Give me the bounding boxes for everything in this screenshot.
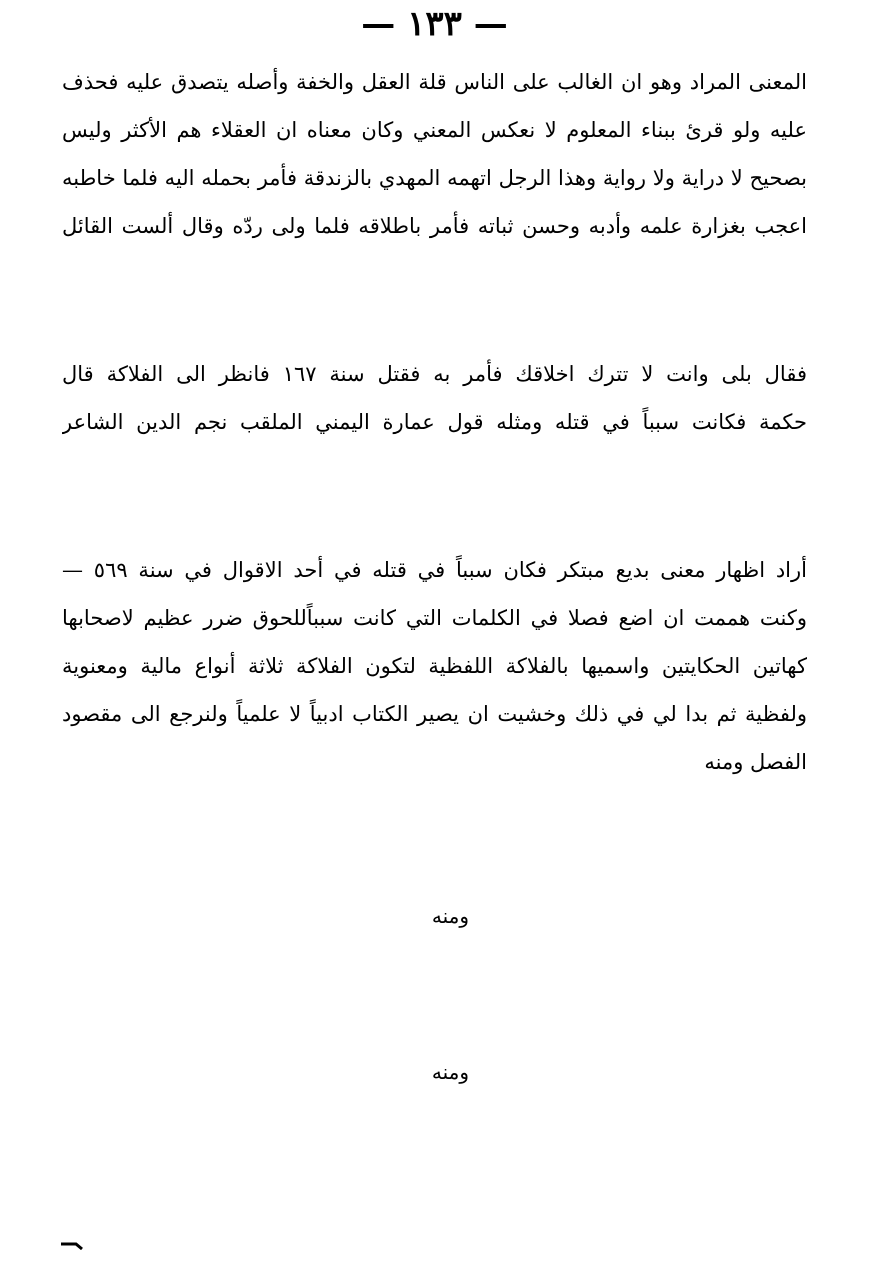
section-label: ومنه [431, 904, 469, 928]
section-label: ومنه [431, 1060, 469, 1084]
prose-line: كهاتين الحكايتين واسميها بالفلاكة اللفظية لتكون الفلاكة ثلاثة أنواع مالية ومعنوية [62, 654, 807, 678]
prose-line: حكمة فكانت سبباً في قتله ومثله قول عمارة اليمني الملقب نجم الدين الشاعر [62, 410, 807, 434]
prose-line: فقال بلى وانت لا تترك اخلاقك فأمر به فقتل سنة ١٦٧ فانظر الى الفلاكة قال [62, 362, 807, 386]
prose-line: المعنى المراد وهو ان الغالب على الناس قلة العقل والخفة وأصله يتصدق عليه فحذف [62, 70, 807, 94]
page-number: — ١٣٣ — [361, 4, 508, 44]
prose-line: وكنت هممت ان اضع فصلا في الكلمات التي كانت سبباًللحوق ضرر عظيم لاصحابها [62, 606, 807, 630]
catchword-mark-icon [60, 1240, 84, 1250]
prose-line: اعجب بغزارة علمه وأدبه وحسن ثباته فأمر باطلاقه فلما ولى ردّه وقال ألست القائل [62, 214, 807, 238]
prose-line: بصحيح لا دراية ولا رواية وهذا الرجل اتهمه المهدي بالزندقة فأمر بحمله اليه فلما خاطبه [62, 166, 807, 190]
prose-line: أراد اظهار معنى بديع مبتكر فكان سبباً في قتله في أحد الاقوال في سنة ٥٦٩ — [62, 558, 807, 582]
prose-line: الفصل ومنه [704, 750, 807, 774]
prose-line: عليه ولو قرئ ببناء المعلوم لا نعكس المعني وكان معناه ان العقلاء هم الأكثر وليس [62, 118, 807, 142]
prose-line: ولفظية ثم بدا لي في ذلك وخشيت ان يصير الكتاب ادبياً لا علمياً ولنرجع الى مقصود [62, 702, 807, 726]
